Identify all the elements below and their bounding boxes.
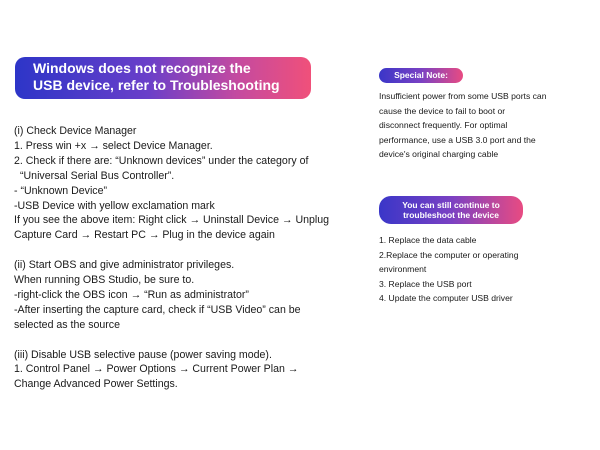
list-item: environment bbox=[379, 264, 427, 274]
step-text: When running OBS Studio, be sure to. bbox=[14, 274, 195, 287]
section-heading-obs-admin: (ii) Start OBS and give administrator privileges. bbox=[14, 259, 235, 272]
step-text: 1. Press win +x → select Device Manager. bbox=[14, 139, 213, 152]
continue-troubleshooting-badge bbox=[379, 196, 523, 224]
list-item: 4. Update the computer USB driver bbox=[379, 293, 513, 303]
list-item: 1. Replace the data cable bbox=[379, 235, 477, 245]
special-note-label: Special Note: bbox=[394, 70, 448, 80]
list-item: 2.Replace the computer or operating bbox=[379, 249, 519, 260]
special-note-text bbox=[379, 89, 584, 162]
list-item: 3. Replace the USB port bbox=[379, 278, 472, 289]
step-text: -right-click the OBS icon → “Run as administrator” bbox=[14, 288, 249, 301]
continue-troubleshooting-list bbox=[379, 233, 584, 306]
step-text: -USB Device with yellow exclamation mark bbox=[14, 199, 215, 212]
section-heading-usb-selective-pause: (iii) Disable USB selective pause (power saving mode). bbox=[14, 348, 272, 361]
special-note-badge bbox=[379, 68, 463, 83]
title-banner bbox=[15, 57, 311, 99]
step-text: Change Advanced Power Settings. bbox=[14, 378, 178, 391]
spacer bbox=[14, 243, 359, 258]
step-text: -After inserting the capture card, check if “USB Video” can be bbox=[14, 303, 301, 316]
troubleshooting-steps bbox=[14, 124, 359, 392]
note-line: cause the device to fail to boot or bbox=[379, 105, 506, 116]
step-text: selected as the source bbox=[14, 318, 120, 331]
spacer bbox=[14, 333, 359, 348]
note-line: disconnect frequently. For optimal bbox=[379, 120, 508, 130]
step-text: 1. Control Panel → Power Options → Current Power Plan → bbox=[14, 363, 299, 376]
note-line: Insufficient power from some USB ports can bbox=[379, 91, 547, 101]
step-text: “Universal Serial Bus Controller”. bbox=[20, 169, 175, 182]
step-text: Capture Card → Restart PC → Plug in the device again bbox=[14, 229, 275, 242]
banner-title-line-1: Windows does not recognize the bbox=[33, 60, 251, 76]
step-text: If you see the above item: Right click → Uninstall Device → Unplug bbox=[14, 214, 330, 227]
continue-label-line-2: troubleshoot the device bbox=[403, 210, 499, 220]
step-text: - “Unknown Device” bbox=[14, 184, 108, 197]
note-line: device's original charging cable bbox=[379, 149, 499, 159]
step-text: 2. Check if there are: “Unknown devices” under the category of bbox=[14, 154, 309, 167]
section-heading-device-manager: (i) Check Device Manager bbox=[14, 125, 137, 137]
note-line: performance, use a USB 3.0 port and the bbox=[379, 134, 536, 145]
continue-label-line-1: You can still continue to bbox=[402, 200, 500, 210]
banner-title-line-2: USB device, refer to Troubleshooting bbox=[33, 77, 280, 93]
